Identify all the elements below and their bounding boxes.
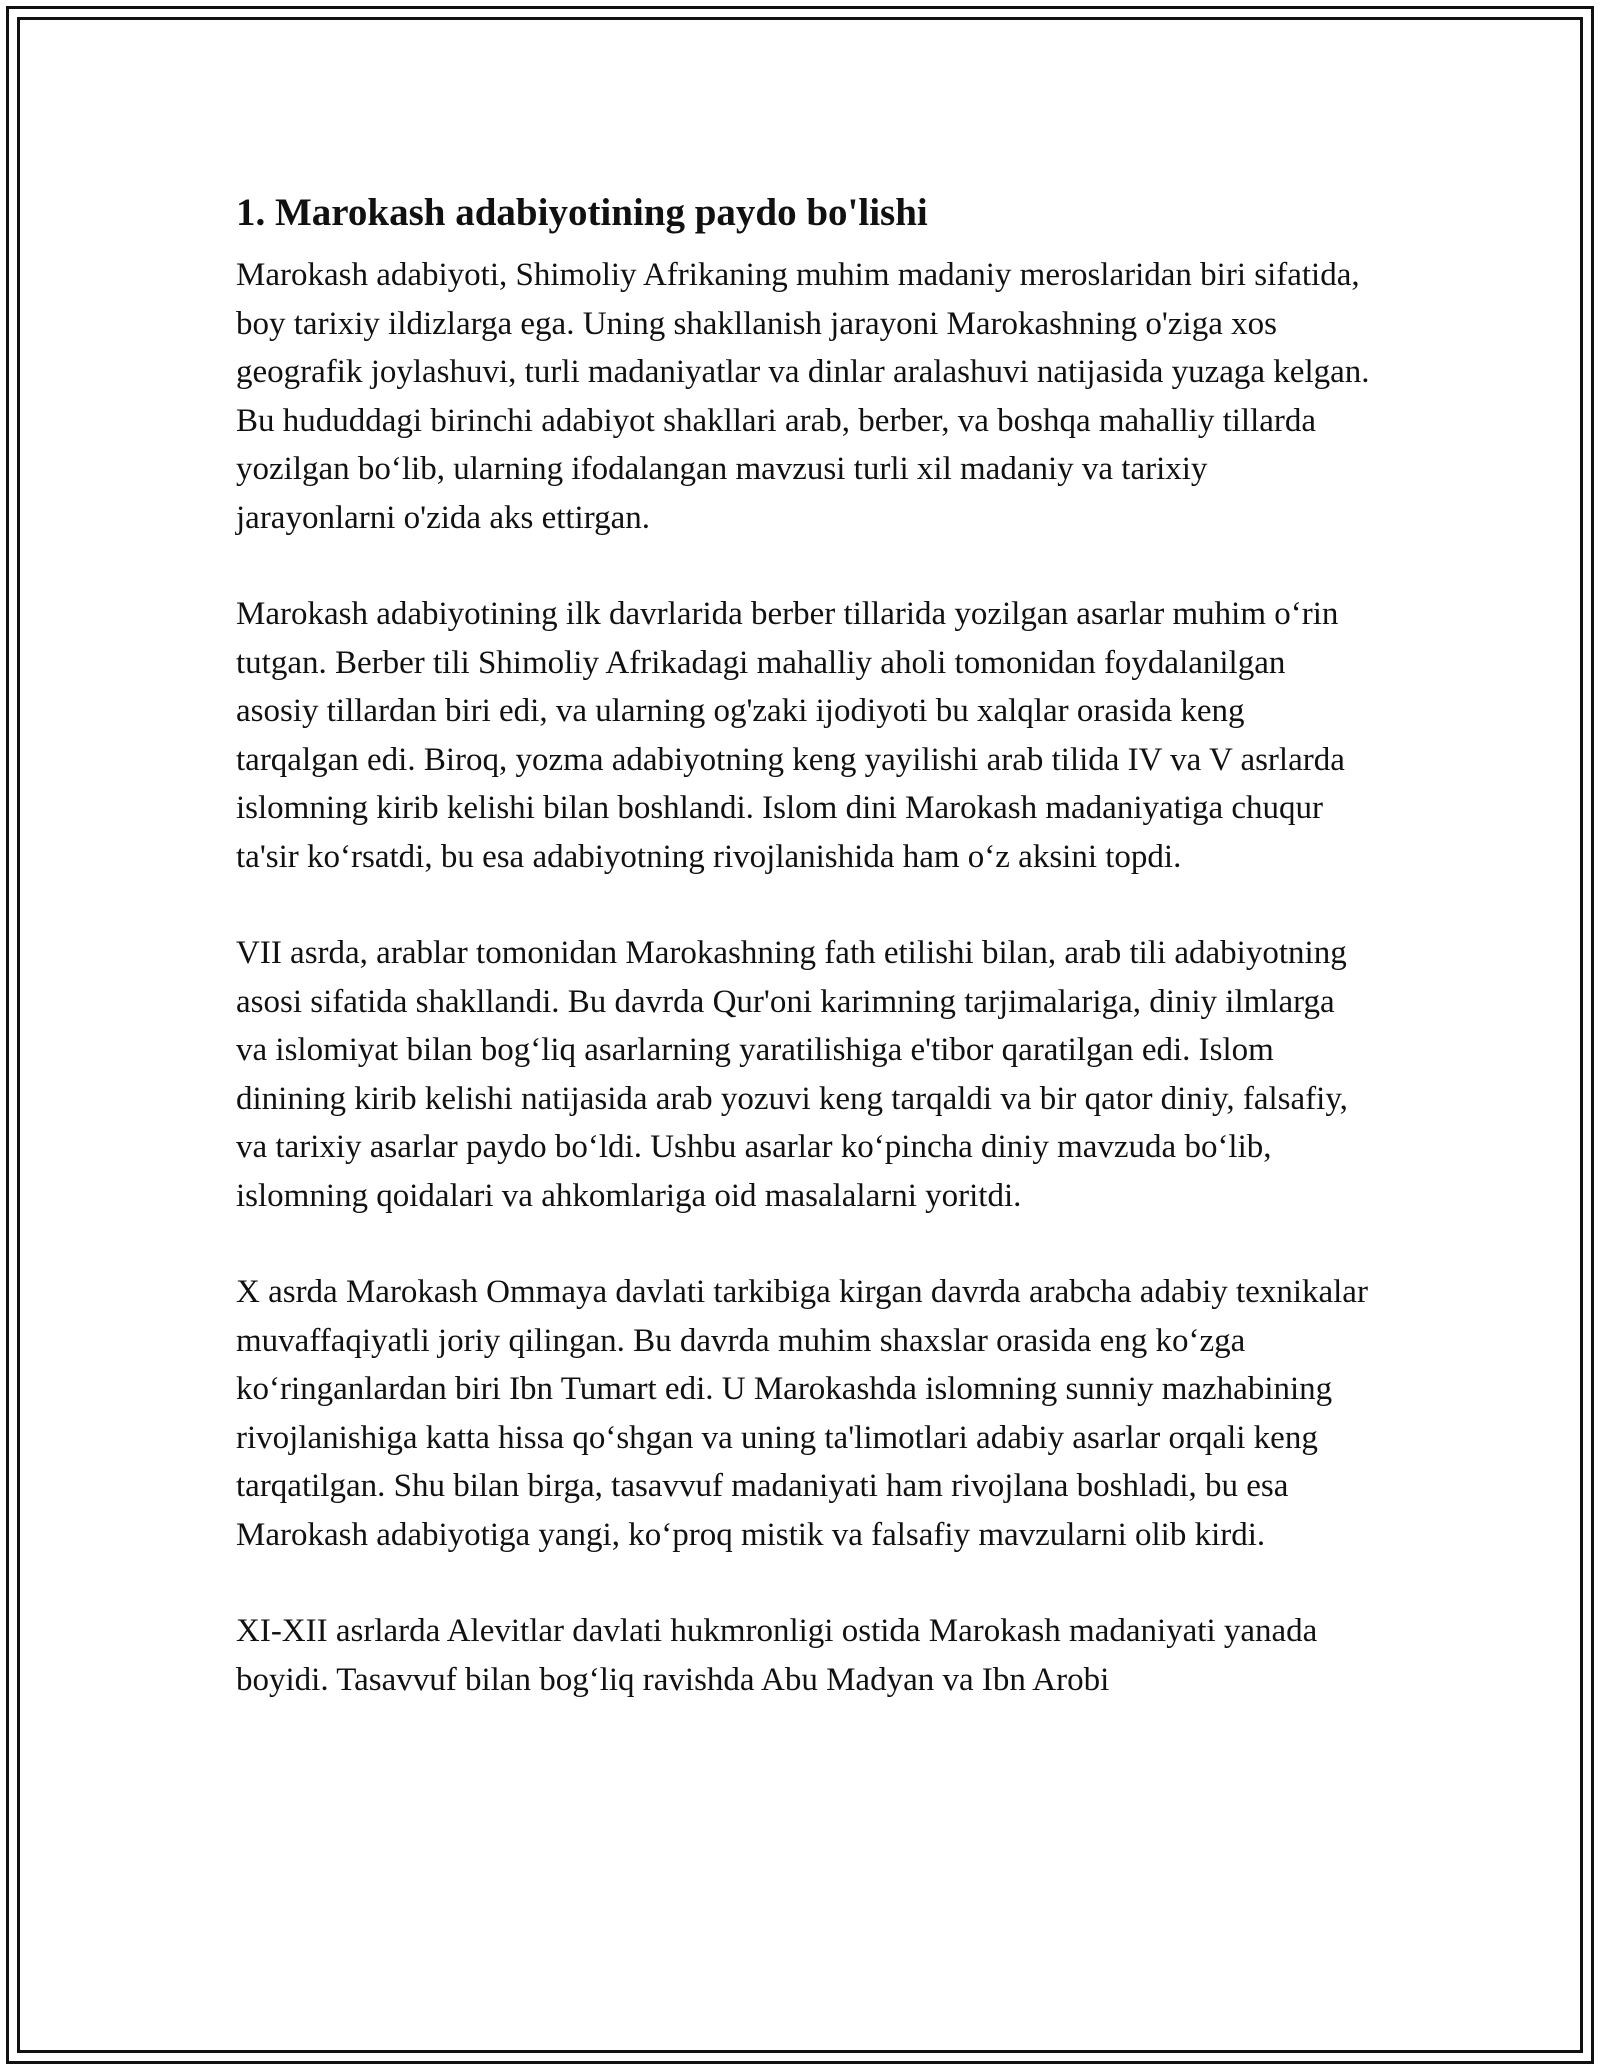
section-heading: 1. Marokash adabiyotining paydo bo'lishi [236,191,928,234]
paragraph-3: VII asrda, arablar tomonidan Marokashning fath etilishi bilan, arab tili adabiyotning asosi sifatida shakllandi. Bu davrda Qur'oni karimning tarjimalariga, diniy ilmlarga va islomiyat bilan bog‘liq asarlarning yaratilishiga e'tibor qaratilgan edi. Islom dinining kirib kelishi natijasida arab yozuvi keng tarqaldi va bir qator diniy, falsafiy, va tarixiy asarlar paydo bo‘ldi. Ushbu asarlar ko‘pincha diniy mavzuda bo‘lib, islomning qoidalari va ahkomlariga oid masalalarni yoritdi. [236,935,1348,1214]
paragraph-1: Marokash adabiyoti, Shimoliy Afrikaning muhim madaniy meroslaridan biri sifatida, boy tarixiy ildizlarga ega. Uning shakllanish jarayoni Marokashning o'ziga xos geografik joylashuvi, turli madaniyatlar va dinlar aralashuvi natijasida yuzaga kelgan. Bu hududdagi birinchi adabiyot shakllari arab, berber, va boshqa mahalliy tillarda yozilgan bo‘lib, ularning ifodalangan mavzusi turli xil madaniy va tarixiy jarayonlarni o'zida aks ettirgan. [236,257,1370,536]
paragraph-5: XI-XII asrlarda Alevitlar davlati hukmronligi ostida Marokash madaniyati yanada boyidi. Tasavvuf bilan bog‘liq ravishda Abu Madyan va Ibn Arobi [236,1613,1318,1698]
paragraph-2: Marokash adabiyotining ilk davrlarida berber tillarida yozilgan asarlar muhim o‘rin tutgan. Berber tili Shimoliy Afrikadagi mahalliy aholi tomonidan foydalanilgan asosiy tillardan biri edi, va ularning og'zaki ijodiyoti bu xalqlar orasida keng tarqalgan edi. Biroq, yozma adabiyotning keng yayilishi arab tilida IV va V asrlarda islomning kirib kelishi bilan boshlandi. Islom dini Marokash madaniyatiga chuqur ta'sir ko‘rsatdi, bu esa adabiyotning rivojlanishida ham o‘z aksini topdi. [236,596,1345,875]
document-body [236,185,1371,1704]
paragraph-4: X asrda Marokash Ommaya davlati tarkibiga kirgan davrda arabcha adabiy texnikalar muvaffaqiyatli joriy qilingan. Bu davrda muhim shaxslar orasida eng ko‘zga ko‘ringanlardan biri Ibn Tumart edi. U Marokashda islomning sunniy mazhabining rivojlanishiga katta hissa qo‘shgan va uning ta'limotlari adabiy asarlar orqali keng tarqatilgan. Shu bilan birga, tasavvuf madaniyati ham rivojlana boshladi, bu esa Marokash adabiyotiga yangi, ko‘proq mistik va falsafiy mavzularni olib kirdi. [236,1274,1368,1553]
